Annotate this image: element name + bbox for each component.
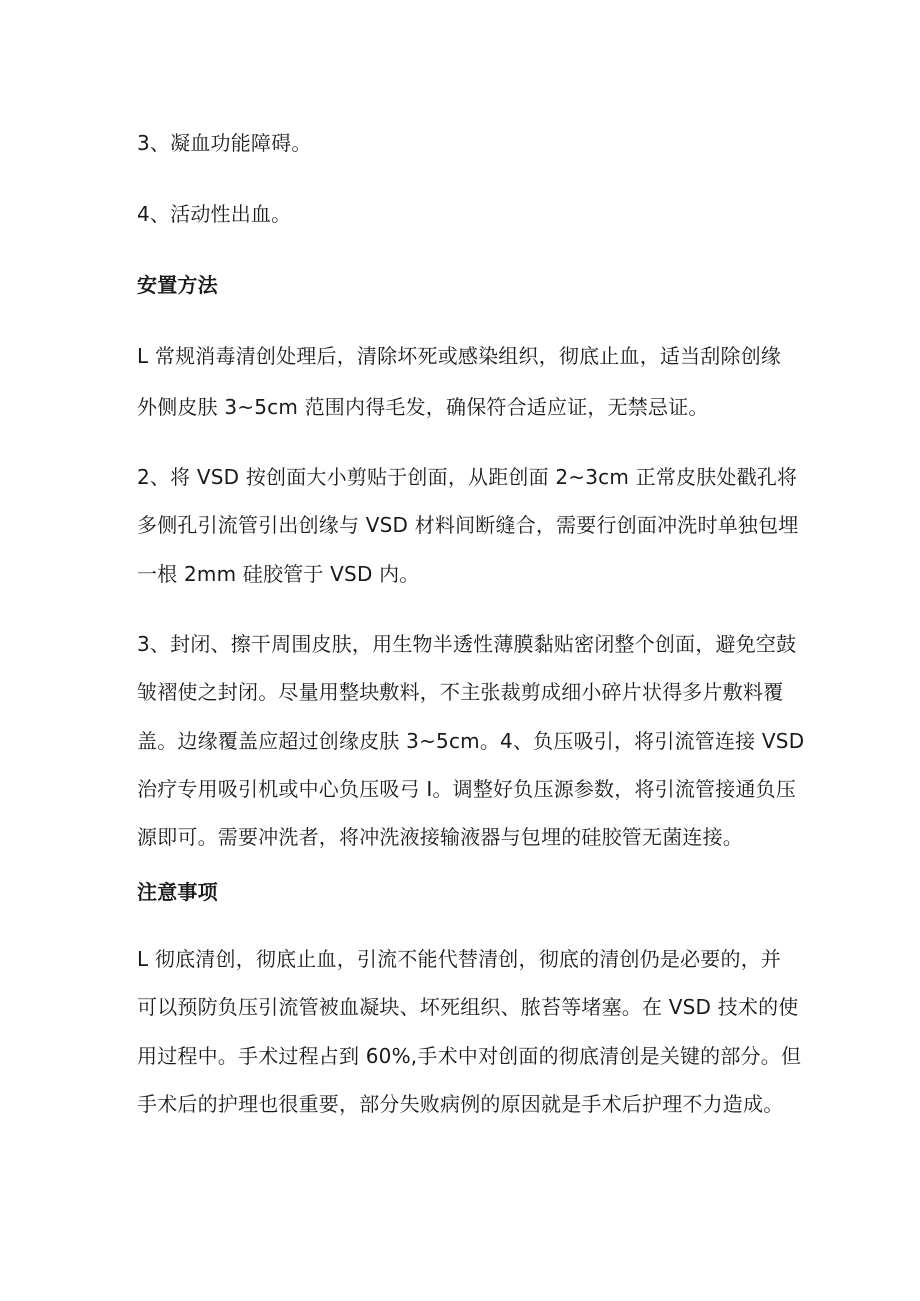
step-3-line-4: 治疗专用吸引机或中心负压吸弓 I。调整好负压源参数，将引流管接通负压 — [137, 777, 797, 801]
step-2-line-3: 一根 2mm 硅胶管于 VSD 内。 — [137, 562, 420, 586]
step-1-line-2: 外侧皮肤 3~5cm 范围内得毛发，确保符合适应证，无禁忌证。 — [137, 395, 709, 419]
section-heading-notes: 注意事项 — [137, 880, 218, 904]
step-1-line-1: L 常规消毒清创处理后，清除坏死或感染组织，彻底止血，适当刮除创缘 — [137, 344, 782, 368]
section-heading-placement: 安置方法 — [137, 273, 218, 297]
step-3-line-2: 皱褶使之封闭。尽量用整块敷料，不主张裁剪成细小碎片状得多片敷料覆 — [137, 680, 784, 704]
list-item-4: 4、活动性出血。 — [137, 202, 292, 226]
list-item-3: 3、凝血功能障碍。 — [137, 131, 312, 155]
step-2-line-2: 多侧孔引流管引出创缘与 VSD 材料间断缝合，需要行创面冲洗时单独包埋 — [137, 513, 799, 537]
step-3-line-3: 盖。边缘覆盖应超过创缘皮肤 3~5cm。4、负压吸引，将引流管连接 VSD — [137, 729, 805, 753]
step-2-line-1: 2、将 VSD 按创面大小剪贴于创面，从距创面 2~3cm 正常皮肤处戳孔将 — [137, 465, 798, 489]
step-3-line-1: 3、封闭、擦干周围皮肤，用生物半透性薄膜黏贴密闭整个创面，避免空鼓 — [137, 632, 797, 656]
note-1-line-4: 手术后的护理也很重要，部分失败病例的原因就是手术后护理不力造成。 — [137, 1092, 784, 1116]
note-1-line-3: 用过程中。手术过程占到 60%,手术中对创面的彻底清创是关键的部分。但 — [137, 1044, 802, 1068]
note-1-line-1: L 彻底清创，彻底止血，引流不能代替清创，彻底的清创仍是必要的，并 — [137, 947, 782, 971]
note-1-line-2: 可以预防负压引流管被血凝块、坏死组织、脓苔等堵塞。在 VSD 技术的使 — [137, 995, 799, 1019]
step-3-line-5: 源即可。需要冲洗者，将冲洗液接输液器与包埋的硅胶管无菌连接。 — [137, 825, 743, 849]
